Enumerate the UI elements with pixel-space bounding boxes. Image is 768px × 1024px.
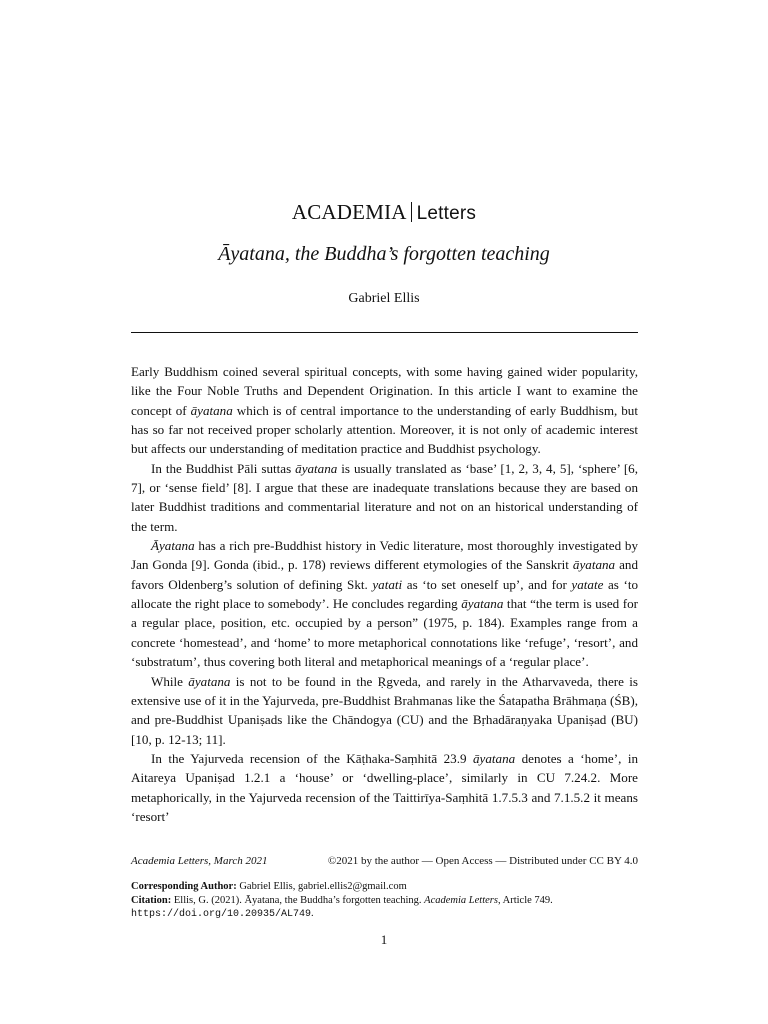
italic-term: āyatana <box>461 596 504 612</box>
page-number: 1 <box>380 932 388 947</box>
brand-subtitle: Letters <box>416 203 477 224</box>
citation-text: Ellis, G. (2021). Āyatana, the Buddha’s forgotten teaching. <box>171 894 425 906</box>
italic-term: yatate <box>571 576 604 592</box>
corresponding-label: Corresponding Author: <box>131 881 237 892</box>
italic-term: āyatana <box>190 402 233 418</box>
text-run: and favors Oldenberg’s solution of defining Skt. <box>131 557 638 592</box>
text-run: that “the term is used for a regular place, position, etc. occupied by a person” (1975, p. 184). Examples range from a concrete ‘homestead’, and ‘home’ to more metaphorical connotations like ‘refuge’, ‘resort’, and ‘substratum’, thus covering both literal and metaphorical meanings of a ‘regular place’. <box>131 596 638 670</box>
text-run: is usually translated as ‘base’ [1, 2, 3, 4, 5], ‘sphere’ [6, 7], or ‘sense field’ [8]. I argue that these are inadequate translations because they are based on later Buddhist traditions and commentarial literature and not on an historical understanding of the term. <box>131 460 638 534</box>
journal-brand <box>0 198 768 228</box>
citation-article: , Article 749. <box>497 894 553 906</box>
citation-label: Citation: <box>131 894 172 906</box>
page-footer <box>131 854 638 868</box>
brand-divider <box>411 202 412 222</box>
paragraph <box>131 536 638 671</box>
citation <box>131 894 638 908</box>
article-title: Āyatana, the Buddha’s forgotten teaching <box>218 243 550 265</box>
header-rule <box>131 332 638 333</box>
doi-period: . <box>311 908 314 919</box>
text-run: While <box>151 673 189 689</box>
journal-date: Academia Letters, March 2021 <box>131 855 268 867</box>
journal-header <box>0 198 768 228</box>
paragraph <box>131 749 638 826</box>
text-run: has a rich pre-Buddhist history in Vedic literature, most thoroughly investigated by Jan Gonda [9]. Gonda (ibid., p. 178) reviews different etymologies of the Sanskrit <box>131 538 638 573</box>
article-author: Gabriel Ellis <box>348 291 420 306</box>
italic-term: yatati <box>372 576 403 592</box>
corresponding-value: Gabriel Ellis, gabriel.ellis2@gmail.com <box>236 881 407 892</box>
paragraph <box>131 362 638 459</box>
text-run: In the Yajurveda recension of the Kāṭhaka-Saṃhitā 23.9 <box>151 750 473 766</box>
brand-name: ACADEMIA <box>291 200 407 224</box>
paragraph <box>131 459 638 536</box>
text-run: In the Buddhist Pāli suttas <box>151 460 296 476</box>
italic-term: āyatana <box>188 673 231 689</box>
doi-link[interactable]: https://doi.org/10.20935/AL749 <box>131 909 312 920</box>
license-notice: ©2021 by the author — Open Access — Distributed under CC BY 4.0 <box>327 855 638 867</box>
citation-journal: Academia Letters <box>424 894 498 906</box>
italic-term: āyatana <box>295 460 338 476</box>
text-run: is not to be found in the Ṛgveda, and rarely in the Atharvaveda, there is extensive use of it in the Yajurveda, pre-Buddhist Brahmanas like the Śatapatha Brāhmaṇa (ŚB), and pre-Buddhist Upaniṣads like the Chāndogya (CU) and the Bṛhadāraṇyaka Upaniṣad (BU) [10, p. 12-13; 11]. <box>131 673 638 747</box>
text-run: as ‘to allocate the right place to somebody’. He concludes regarding <box>131 576 639 612</box>
doi-line <box>131 907 638 922</box>
paragraph <box>131 672 638 749</box>
corresponding-author <box>131 880 638 894</box>
text-run: denotes a ‘home’, in Aitareya Upaniṣad 1.2.1 a ‘house’ or ‘dwelling-place’, similarly in CU 7.24.2. More metaphorically, in the Yajurveda recension of the Taittirīya-Saṃhitā 1.7.5.3 and 7.1.5.2 it means ‘resort’ <box>131 750 638 824</box>
italic-term: āyatana <box>473 750 516 766</box>
italic-term: āyatana <box>572 557 616 573</box>
article-metadata <box>131 880 638 922</box>
text-run: as ‘to set oneself up’, and for <box>402 576 572 592</box>
italic-term: Āyatana <box>151 538 195 554</box>
text-run: Early Buddhism coined several spiritual concepts, with some having gained wider popularity, like the Four Noble Truths and Dependent Origination. In this article I want to examine the concept of <box>131 364 638 418</box>
article-body <box>131 362 638 826</box>
text-run: which is of central importance to the understanding of early Buddhism, but has so far not received proper scholarly attention. Moreover, it is not only of academic interest but affects our understanding of meditation practice and Buddhist psychology. <box>131 402 638 457</box>
